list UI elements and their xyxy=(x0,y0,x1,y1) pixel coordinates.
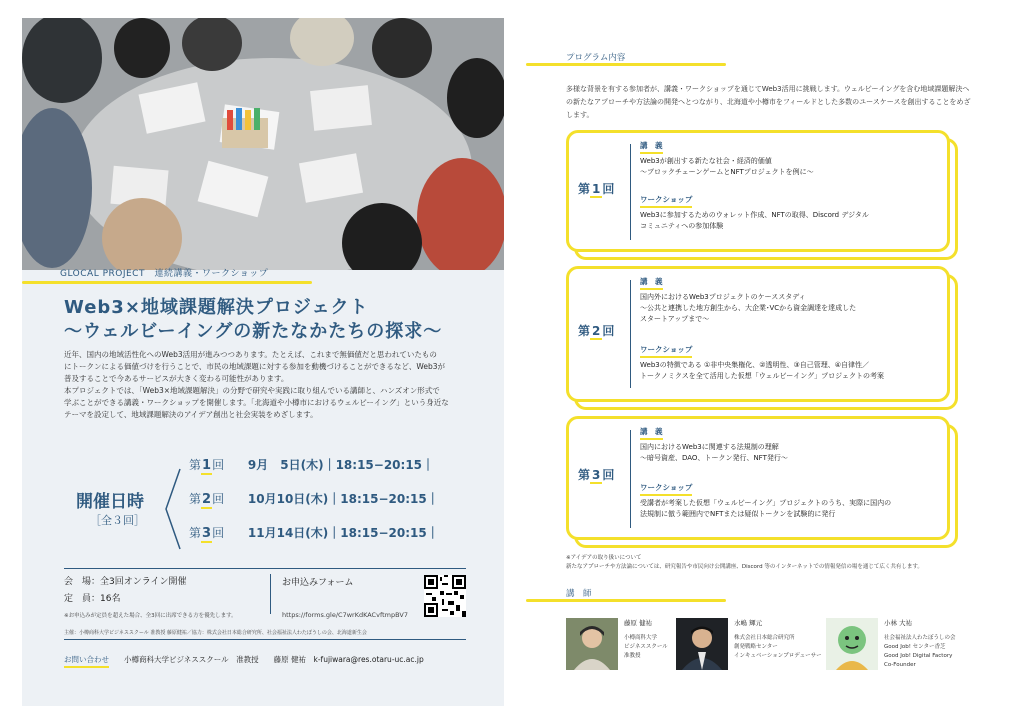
session-suffix: 回 xyxy=(602,324,615,338)
intro-line: 近年、国内の地域活性化へのWeb3活用が進みつつあります。たとえば、これまで無価値だと思われていたもの xyxy=(64,350,437,359)
lecturer-name: 藤原 健祐 xyxy=(624,619,653,627)
schedule-date: 11月14日(木)｜18:15−20:15｜ xyxy=(247,526,439,540)
lecture-line: 〜ブロックチェーンゲームとNFTプロジェクトを例に〜 xyxy=(640,168,814,176)
form-url-link[interactable]: https://forms.gle/C7wrKdKACvftmpBV7 xyxy=(282,611,408,619)
contact-label: お問い合わせ xyxy=(64,654,109,668)
session-num: 1 xyxy=(592,182,601,196)
session-number xyxy=(578,466,614,484)
session-num: 2 xyxy=(592,324,601,338)
schedule-suffix: 回 xyxy=(212,458,225,472)
lecturer-avatar-icon xyxy=(826,618,878,670)
header-underline xyxy=(526,63,726,66)
lecture-text xyxy=(640,156,940,178)
session-number xyxy=(578,322,614,340)
divider xyxy=(630,144,631,240)
schedule-row xyxy=(189,456,434,475)
lecture-line: 〜暗号資産、DAO、トークン発行、NFT発行〜 xyxy=(640,454,788,462)
lecturer-desc-line: 小樽商科大学 xyxy=(624,635,658,641)
session-prefix: 第 xyxy=(578,324,591,338)
workshop-line: 受講者が考案した仮想「ウェルビーイング」プロジェクトのうち、実際に国内の xyxy=(640,499,892,507)
schedule-number: 3 xyxy=(202,526,212,541)
schedule-suffix: 回 xyxy=(212,492,225,506)
lecture-label: 講 義 xyxy=(640,426,663,440)
intro-line: 普及することで今あるサービスが大きく変わる可能性があります。 xyxy=(64,374,289,383)
workshop-text xyxy=(640,498,940,520)
capacity-text: 定 員：16名 xyxy=(64,594,121,604)
footnote-line: ※アイデアの取り扱いについて xyxy=(566,555,642,561)
session-num: 3 xyxy=(592,468,601,482)
session-number xyxy=(578,180,614,198)
band-label: GLOCAL PROJECT 連続講義・ワークショップ xyxy=(60,269,269,279)
qr-code-icon[interactable] xyxy=(424,575,466,617)
lecturer-desc-line: Good Job! Digital Factory xyxy=(884,653,953,659)
lecture-line: 〜公共と連携した地方創生から、大企業･VCから資金調達を達成した xyxy=(640,304,857,312)
form-title: お申込みフォーム xyxy=(282,578,354,588)
workshop-label: ワークショップ xyxy=(640,482,692,496)
contact-text: 小樽商科大学ビジネススクール 准教授 藤原 健祐 k-fujiwara@res.otaru-uc.ac.jp xyxy=(124,655,424,664)
schedule-suffix: 回 xyxy=(212,526,225,540)
workshop-text xyxy=(640,210,940,232)
lecture-line: スタートアップまで〜 xyxy=(640,315,710,323)
workshop-line: トークノミクスを全て活用した仮想「ウェルビーイング」プロジェクトの考案 xyxy=(640,372,884,380)
capacity-note: ※お申込みが定員を超えた場合、全3回に出席できる方を優先します。 xyxy=(64,613,237,619)
lecturer-photo-icon xyxy=(676,618,728,670)
lecture-line: Web3が創出する新たな社会・経済的価値 xyxy=(640,157,772,165)
lecture-line: 国内におけるWeb3に関連する法規制の理解 xyxy=(640,443,779,451)
schedule-number: 2 xyxy=(202,492,212,507)
program-header xyxy=(526,52,731,66)
divider xyxy=(630,280,631,388)
lecturer-desc-line: 社会福祉法人わたぼうしの会 xyxy=(884,635,956,641)
workshop-line: コミュニティへの参加体験 xyxy=(640,222,724,230)
lecturer-desc-line: 准教授 xyxy=(624,653,641,659)
lecturer-desc xyxy=(734,634,822,661)
program-heading: プログラム内容 xyxy=(566,53,626,63)
schedule-prefix: 第 xyxy=(189,458,202,472)
lecturer-heading: 講 師 xyxy=(566,589,592,599)
venue-info xyxy=(64,574,186,604)
intro-line: にトークンによる価値づけを行うことで、市民の地域課題に対する参加を動機づけることができるなど、Web3が xyxy=(64,362,445,371)
workshop-label: ワークショップ xyxy=(640,194,692,208)
session-card-1 xyxy=(566,130,950,260)
schedule-row xyxy=(189,490,439,509)
header-underline xyxy=(526,599,726,602)
workshop-line: Web3に参加するためのウォレット作成、NFTの取得、Discord デジタル xyxy=(640,211,869,219)
lecturer-desc-line: Good Job! センター香芝 xyxy=(884,644,946,650)
workshop-line: 法規制に倣う範囲内でNFTまたは疑似トークンを試験的に発行 xyxy=(640,510,836,518)
lecturer-desc-line: ビジネススクール xyxy=(624,644,668,650)
lecture-label: 講 義 xyxy=(640,276,663,290)
lecture-label: 講 義 xyxy=(640,140,663,154)
intro-line: テーマを設定して、地域課題解決のアイデア創出と社会実装をめざします。 xyxy=(64,410,318,419)
schedule-date: 10月10日(木)｜18:15−20:15｜ xyxy=(247,492,439,506)
lecturer-desc-line: インキュベーションプロデューサー xyxy=(734,653,822,659)
lecturer-header xyxy=(526,588,731,602)
band-underline xyxy=(22,281,312,284)
schedule-row xyxy=(189,524,439,543)
schedule-prefix: 第 xyxy=(189,526,202,540)
intro-text xyxy=(64,349,464,421)
idea-footnote xyxy=(566,554,986,572)
lecture-text xyxy=(640,292,940,325)
session-prefix: 第 xyxy=(578,182,591,196)
lecturer-desc xyxy=(624,634,668,661)
schedule-number: 1 xyxy=(202,458,212,473)
intro-line: 本プロジェクトでは、「Web3×地域課題解決」の分野で研究や実践に取り組んでいる講師と、ハンズオン形式で xyxy=(64,386,440,395)
lecturer-photo-icon xyxy=(566,618,618,670)
workshop-text xyxy=(640,360,940,382)
sponsor-text: 主催：小樽商科大学ビジネススクール 准教授 藤原健祐／協力：株式会社日本総合研究所、社会福祉法人わたぼうしの会、北海道新生会 xyxy=(64,630,367,636)
lecturer-name: 水嶋 輝元 xyxy=(734,619,763,627)
divider xyxy=(270,574,271,614)
lecturer-desc-line: 株式会社日本総合研究所 xyxy=(734,635,795,641)
divider xyxy=(64,568,466,569)
session-suffix: 回 xyxy=(602,468,615,482)
page-subtitle: 〜ウェルビーイングの新たなかたちの探求〜 xyxy=(64,321,443,342)
lecture-text xyxy=(640,442,940,464)
lecturer-name: 小林 大祐 xyxy=(884,619,913,627)
program-intro: 多様な背景を有する参加者が、講義・ワークショップを通じてWeb3活用に挑戦します。ウェルビーイングを含む地域課題解決への新たなアプローチや方法論の開発へとつながり、北海道や小樽市をフィールドとした多数のユースケースを創出することをめざします。 xyxy=(566,85,971,119)
session-suffix: 回 xyxy=(602,182,615,196)
schedule-label: 開催日時 xyxy=(76,492,144,512)
lecturer-desc xyxy=(884,634,956,670)
card-frame xyxy=(566,416,950,540)
divider xyxy=(630,430,631,528)
workshop-line: Web3の特徴である ①非中央集権化、②透明性、③自己管理、④自律性／ xyxy=(640,361,870,369)
card-frame xyxy=(566,130,950,252)
session-prefix: 第 xyxy=(578,468,591,482)
session-card-3 xyxy=(566,416,950,546)
divider xyxy=(64,639,466,640)
schedule-date: 9月 5日(木)｜18:15−20:15｜ xyxy=(247,458,435,472)
workshop-photo xyxy=(22,18,504,270)
session-card-2 xyxy=(566,266,950,406)
lecture-line: 国内外におけるWeb3プロジェクトのケーススタディ xyxy=(640,293,806,301)
footnote-line: 新たなアプローチや方法論については、研究報告や市民向け公開講座、Discord 等のインターネットでの情報発信の場を通じて広く共有します。 xyxy=(566,564,923,570)
workshop-label: ワークショップ xyxy=(640,344,692,358)
intro-line: 学ぶことができる講義・ワークショップを開催します。「北海道や小樽市におけるウェルビーイング」という身近な xyxy=(64,398,449,407)
lecturer-desc-line: 創発戦略センター xyxy=(734,644,778,650)
lecturer-desc-line: Co-Founder xyxy=(884,662,916,668)
project-band xyxy=(22,264,312,284)
page-title: Web3×地域課題解決プロジェクト xyxy=(64,297,369,318)
schedule-count: ［全３回］ xyxy=(90,514,145,527)
venue-text: 会 場：全3回オンライン開催 xyxy=(64,577,187,587)
brace-icon xyxy=(160,467,184,551)
schedule-prefix: 第 xyxy=(189,492,202,506)
